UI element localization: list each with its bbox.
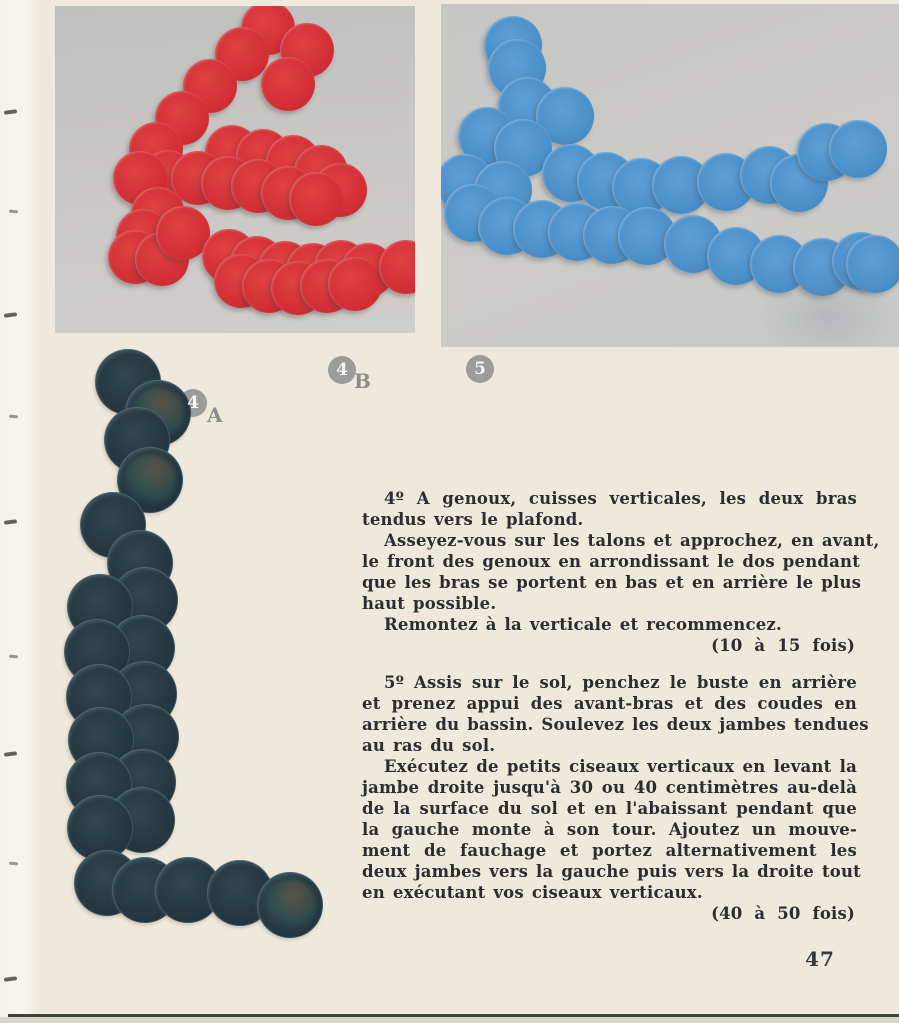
paper-disc <box>261 57 315 111</box>
paper-disc <box>793 238 851 296</box>
stitch-mark <box>9 655 18 659</box>
text-line: et prenez appui des avant-bras et des coudes en <box>362 694 857 713</box>
text-line: Remontez à la verticale et recommencez. <box>384 615 782 634</box>
figure-letter: B <box>354 369 371 393</box>
figure-number-badge: 4 <box>328 356 356 384</box>
stitch-mark <box>9 210 18 214</box>
text-line: haut possible. <box>362 594 497 613</box>
figure-number-4a: 4 <box>187 393 199 413</box>
paper-disc <box>829 120 887 178</box>
stitch-mark <box>4 976 17 982</box>
text-line: au ras du sol. <box>362 736 496 755</box>
text-line: Asseyez-vous sur les talons et approchez, en avant, <box>384 531 880 550</box>
text-line: la gauche monte à son tour. Ajoutez un mouve- <box>362 820 857 839</box>
page-bottom-margin <box>0 1017 899 1023</box>
stitch-mark <box>4 109 17 115</box>
exercise-4-repetitions: (10 à 15 fois) <box>711 636 855 655</box>
stitch-mark <box>9 862 18 866</box>
exercise-text <box>362 488 880 924</box>
figure-4a-collage <box>60 345 345 950</box>
text-line: ment de fauchage et portez alternativement les <box>362 841 857 860</box>
figure-letter: A <box>207 403 223 427</box>
text-line: en exécutant vos ciseaux verticaux. <box>362 883 703 902</box>
exercise-4-paragraphs <box>362 488 880 635</box>
text-line: le front des genoux en arrondissant le dos pendant <box>362 552 861 571</box>
paragraph-gap <box>362 656 857 672</box>
text-line: jambe droite jusqu'à 30 ou 40 centimètres au-delà <box>362 778 857 797</box>
text-line: arrière du bassin. Soulevez les deux jambes tendues <box>362 715 869 734</box>
stitch-mark <box>4 312 17 318</box>
paper-disc <box>328 257 382 311</box>
figure-label-5 <box>466 355 494 383</box>
stitch-mark <box>9 415 18 419</box>
text-line: de la surface du sol et en l'abaissant pendant que <box>362 799 857 818</box>
paper-disc <box>289 172 343 226</box>
binding-edge <box>0 0 42 1023</box>
text-line: tendus vers le plafond. <box>362 510 584 529</box>
page-number: 47 <box>805 947 835 971</box>
paper-disc <box>257 872 323 938</box>
paper-disc <box>750 235 808 293</box>
paper-disc <box>846 235 899 293</box>
text-line: Exécutez de petits ciseaux verticaux en levant la <box>384 757 857 776</box>
photo-figure-5 <box>441 4 899 347</box>
exercise-5-repetitions: (40 à 50 fois) <box>711 904 855 923</box>
text-line: 4º A genoux, cuisses verticales, les deux bras <box>384 489 857 508</box>
exercise-5-paragraphs <box>362 672 869 903</box>
text-line: 5º Assis sur le sol, penchez le buste en arrière <box>384 673 857 692</box>
text-line: que les bras se portent en bas et en arrière le plus <box>362 573 862 592</box>
figure-number-badge: 5 <box>466 355 494 383</box>
paper-disc <box>707 227 765 285</box>
stitch-mark <box>4 519 17 525</box>
stitch-mark <box>4 751 17 757</box>
text-line: deux jambes vers la gauche puis vers la droite tout <box>362 862 861 881</box>
photo-figure-4b <box>55 6 415 333</box>
